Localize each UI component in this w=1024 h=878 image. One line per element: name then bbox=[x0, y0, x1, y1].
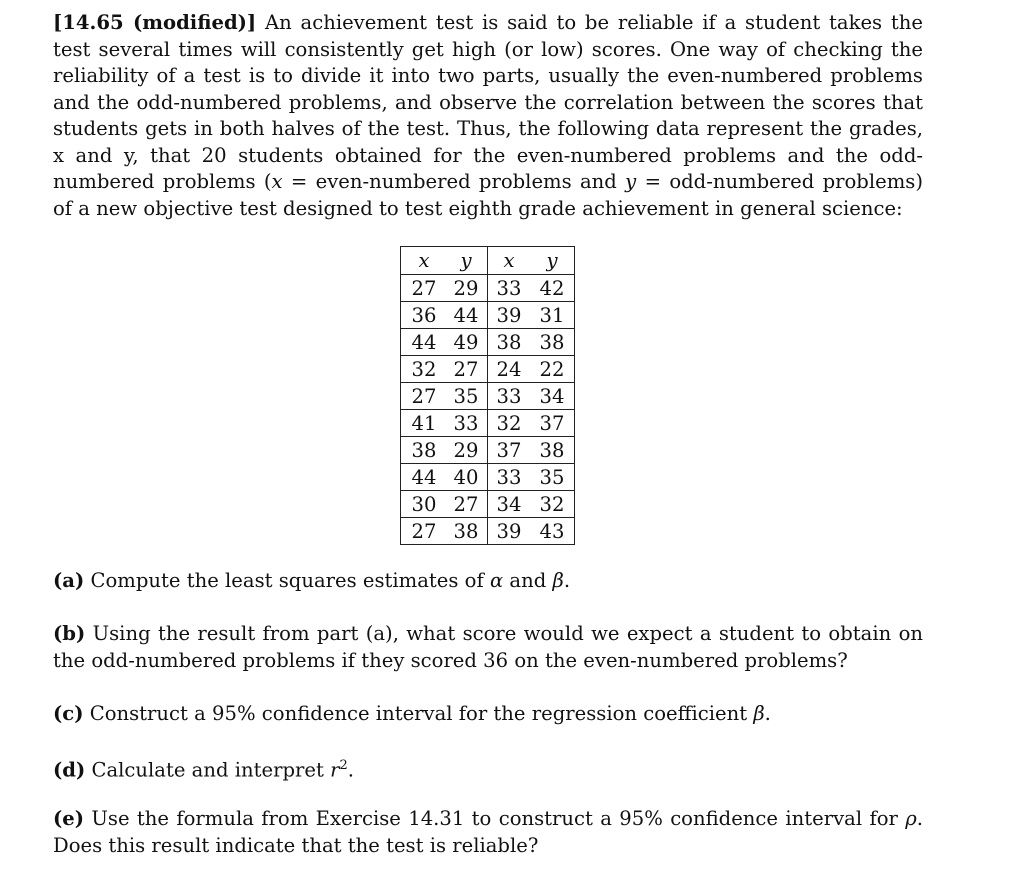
table-cell: 27 bbox=[445, 356, 488, 383]
question-c-label: (c) bbox=[53, 702, 84, 725]
y-variable: y bbox=[625, 170, 637, 193]
table-row bbox=[401, 302, 575, 329]
table-cell: 38 bbox=[445, 518, 488, 545]
intro-text-3: = odd-numbered problems) of a new objective test designed to test eighth grade achievement in general science: bbox=[53, 170, 923, 220]
problem-label: [14.65 (modified)] bbox=[53, 11, 257, 34]
question-a-label: (a) bbox=[53, 569, 85, 592]
table-cell: 43 bbox=[530, 518, 575, 545]
table-cell: 33 bbox=[445, 410, 488, 437]
scores-table bbox=[400, 246, 575, 545]
question-d bbox=[53, 753, 923, 784]
question-a-and: and bbox=[503, 569, 553, 592]
r-superscript: 2 bbox=[339, 758, 348, 773]
table-cell: 35 bbox=[445, 383, 488, 410]
table-cell: 34 bbox=[530, 383, 575, 410]
question-d-end: . bbox=[347, 758, 354, 782]
question-b bbox=[53, 621, 923, 674]
table-cell: 24 bbox=[488, 356, 531, 383]
table-cell: 35 bbox=[530, 464, 575, 491]
question-e-text: Use the formula from Exercise 14.31 to construct a 95% confidence interval for bbox=[84, 807, 906, 830]
table-row bbox=[401, 329, 575, 356]
table-cell: 44 bbox=[401, 329, 446, 356]
header-y2: y bbox=[546, 249, 558, 272]
beta-symbol: β bbox=[552, 569, 564, 592]
table-cell: 42 bbox=[530, 275, 575, 302]
question-a bbox=[53, 568, 923, 595]
table-cell: 44 bbox=[445, 302, 488, 329]
table-row bbox=[401, 437, 575, 464]
table-cell: 38 bbox=[401, 437, 446, 464]
question-d-text: Calculate and interpret bbox=[85, 758, 331, 782]
table-cell: 31 bbox=[530, 302, 575, 329]
rho-symbol: ρ bbox=[905, 807, 917, 830]
question-b-label: (b) bbox=[53, 622, 86, 645]
table-cell: 36 bbox=[401, 302, 446, 329]
table-cell: 27 bbox=[445, 491, 488, 518]
question-e-end: . Does this result indicate that the test is reliable? bbox=[53, 807, 923, 857]
table-cell: 37 bbox=[530, 410, 575, 437]
table-row bbox=[401, 491, 575, 518]
table-cell: 27 bbox=[401, 518, 446, 545]
intro-text-2: = even-numbered problems and bbox=[282, 170, 626, 193]
question-c-end: . bbox=[764, 702, 771, 725]
table-cell: 34 bbox=[488, 491, 531, 518]
alpha-symbol: α bbox=[489, 569, 504, 592]
table-cell: 27 bbox=[401, 275, 446, 302]
question-b-text: Using the result from part (a), what score would we expect a student to obtain on the odd-numbered problems if they scored 36 on the even-numbered problems? bbox=[53, 622, 923, 672]
question-a-end: . bbox=[563, 569, 571, 592]
table-cell: 30 bbox=[401, 491, 446, 518]
table-cell: 38 bbox=[530, 437, 575, 464]
question-e bbox=[53, 806, 923, 859]
table-row bbox=[401, 275, 575, 302]
table-cell: 33 bbox=[488, 275, 531, 302]
header-y1: y bbox=[460, 249, 472, 272]
table-row bbox=[401, 383, 575, 410]
table-cell: 33 bbox=[488, 464, 531, 491]
r-symbol: r bbox=[330, 758, 340, 782]
table-row bbox=[401, 518, 575, 545]
table-cell: 33 bbox=[488, 383, 531, 410]
table-cell: 38 bbox=[488, 329, 531, 356]
question-d-label: (d) bbox=[53, 758, 86, 782]
table-cell: 41 bbox=[401, 410, 446, 437]
question-e-label: (e) bbox=[53, 807, 85, 830]
table-cell: 37 bbox=[488, 437, 531, 464]
table-cell: 40 bbox=[445, 464, 488, 491]
table-row bbox=[401, 356, 575, 383]
x-variable: x bbox=[271, 170, 283, 193]
question-c bbox=[53, 701, 923, 728]
intro-text: An achievement test is said to be reliable if a student takes the test several times will consistently get high (or low) scores. One way of checking the reliability of a test is to divide it into two parts, usually the even-numbered problems and the odd-numbered problems, and observe the correlation between the scores that students gets in both halves of the test. Thus, the following data represent the grades, x and y, that 20 students obtained for the even-numbered problems and the odd-numbered problems ( bbox=[53, 11, 923, 193]
table-cell: 32 bbox=[530, 491, 575, 518]
table-cell: 39 bbox=[488, 302, 531, 329]
table-cell: 22 bbox=[530, 356, 575, 383]
table-header-row bbox=[401, 247, 575, 275]
table-cell: 29 bbox=[445, 275, 488, 302]
intro-paragraph bbox=[53, 10, 923, 222]
header-x2: x bbox=[488, 247, 531, 275]
table-cell: 49 bbox=[445, 329, 488, 356]
header-x1: x bbox=[418, 249, 430, 272]
table-cell: 27 bbox=[401, 383, 446, 410]
table-cell: 44 bbox=[401, 464, 446, 491]
table-cell: 38 bbox=[530, 329, 575, 356]
table-cell: 29 bbox=[445, 437, 488, 464]
table-cell: 32 bbox=[401, 356, 446, 383]
question-a-text: Compute the least squares estimates of bbox=[84, 569, 490, 592]
table-cell: 39 bbox=[488, 518, 531, 545]
beta-symbol-c: β bbox=[753, 702, 765, 725]
table-cell: 32 bbox=[488, 410, 531, 437]
table-row bbox=[401, 464, 575, 491]
table-row bbox=[401, 410, 575, 437]
question-c-text: Construct a 95% confidence interval for the regression coefficient bbox=[83, 702, 754, 725]
scores-table-wrapper bbox=[400, 246, 575, 545]
problem-statement bbox=[53, 10, 923, 222]
table-body bbox=[401, 275, 575, 545]
